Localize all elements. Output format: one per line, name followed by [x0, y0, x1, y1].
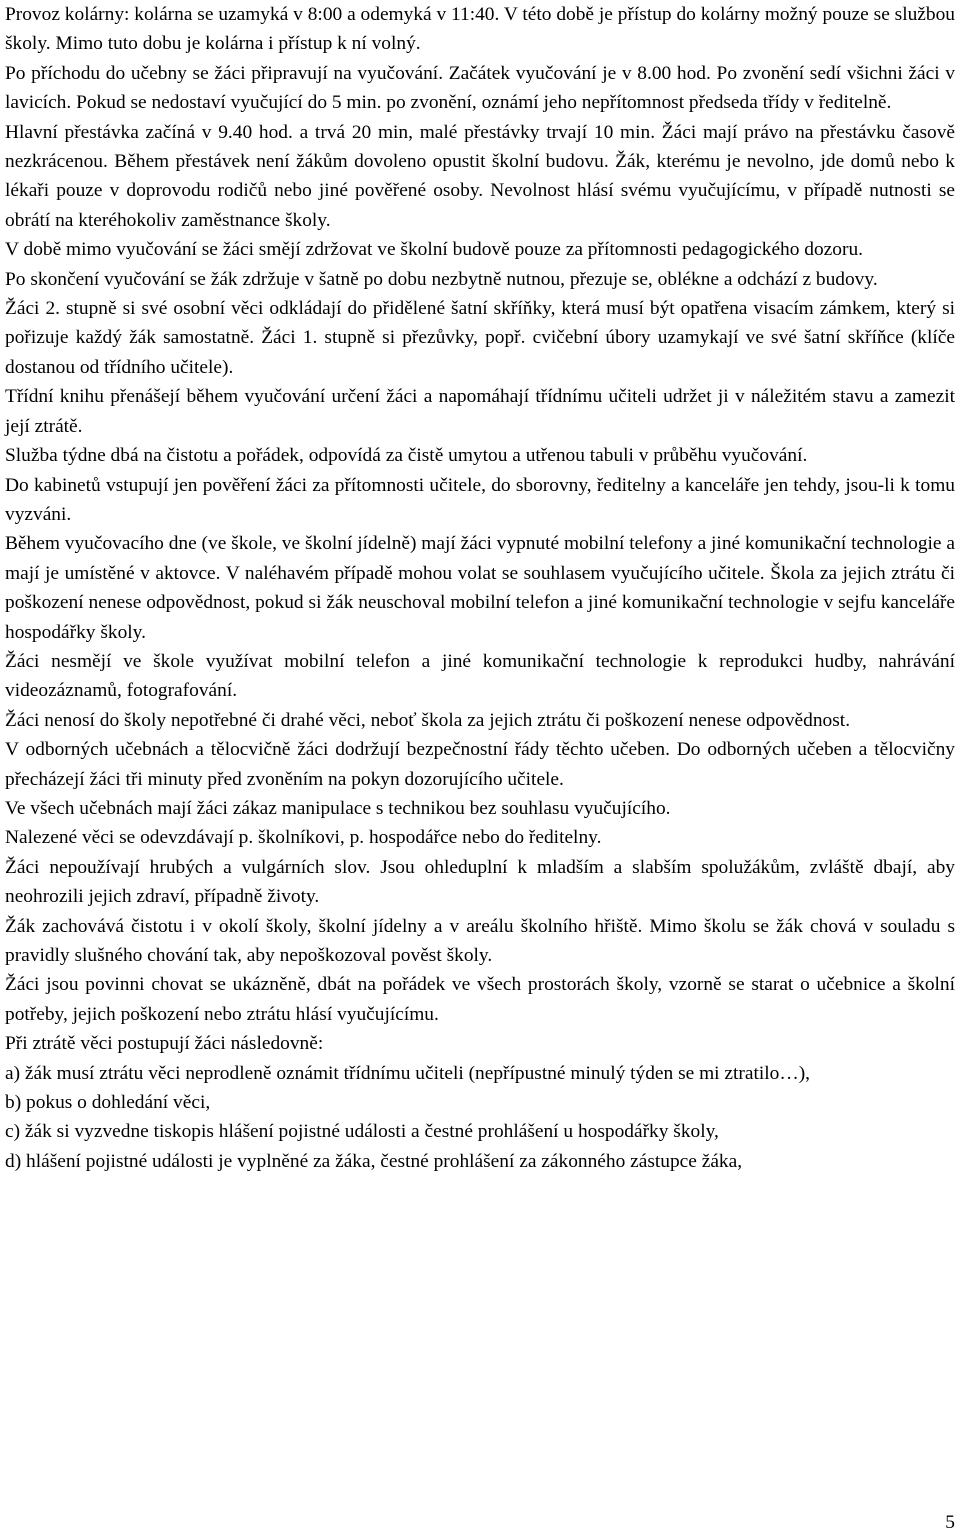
page-number: 5: [945, 1512, 955, 1533]
paragraph-breaks: Hlavní přestávka začíná v 9.40 hod. a trvá 20 min, malé přestávky trvají 10 min. Žáci mají právo na přestávku časově nezkrácenou. Během přestávek není žákům dovoleno opustit školní budovu. Žák, kterému je nevolno, jde domů nebo k lékaři pouze v doprovodu rodičů nebo jiné pověřené osoby. Nevolnost hlásí svému vyučujícímu, v případě nutnosti se obrátí na kteréhokoliv zaměstnance školy.: [5, 121, 955, 231]
paragraph-lost-and-found: Nalezené věci se odevzdávají p. školníkovi, p. hospodářce nebo do ředitelny.: [5, 827, 602, 849]
paragraph-cleanliness: Žák zachovává čistotu i v okolí školy, školní jídelny a v areálu školního hřiště. Mimo školu se žák chová v souladu s pravidly slušného chování tak, aby nepoškozoval pověst školy.: [5, 915, 955, 966]
paragraph-end-of-lessons: Po skončení vyučování se žák zdržuje v šatně po dobu nezbytně nutnou, přezuje se, oblékne a odchází z budovy.: [5, 268, 878, 290]
list-item-d: d) hlášení pojistné události je vyplněné za žáka, čestné prohlášení za zákonného zástupce žáka,: [5, 1150, 743, 1172]
paragraph-mobile-use-ban: Žáci nesmějí ve škole využívat mobilní telefon a jiné komunikační technologie k reprodukci hudby, nahrávání videozáznamů, fotografování.: [5, 650, 955, 702]
paragraph-loss-procedure: Při ztrátě věci postupují žáci následovně:: [5, 1033, 324, 1055]
paragraph-discipline: Žáci jsou povinni chovat se ukázněně, dbát na pořádek ve všech prostorách školy, vzorně se starat o učebnice a školní potřeby, jejich poškození nebo ztrátu hlásí vyučujícímu.: [5, 974, 955, 1025]
paragraph-class-book: Třídní knihu přenášejí během vyučování určení žáci a napomáhají třídnímu učiteli udržet ji v náležitém stavu a zamezit její ztrátě.: [5, 386, 955, 437]
list-item-b: b) pokus o dohledání věci,: [5, 1092, 211, 1114]
list-item-a: a) žák musí ztrátu věci neprodleně oznámit třídnímu učiteli (nepřípustné minulý týden se mi ztratilo…),: [5, 1062, 811, 1084]
paragraph-lockers: Žáci 2. stupně si své osobní věci odkládají do přidělené šatní skříňky, která musí být opatřena visacím zámkem, který si pořizuje každý žák samostatně. Žáci 1. stupně si přezůvky, popř. cvičební úbory uzamykají ve své šatní skříňce (klíče dostanou od třídního učitele).: [5, 298, 955, 378]
document-page: [5, 0, 955, 1176]
paragraph-lesson-start: Po příchodu do učebny se žáci připravují na vyučování. Začátek vyučování je v 8.00 hod. Po zvonění sedí všichni žáci v lavicích. Pokud se nedostaví vyučující do 5 min. po zvonění, oznámí jeho nepřítomnost předseda třídy v ředitelně.: [5, 62, 955, 114]
paragraph-weekly-duty: Služba týdne dbá na čistotu a pořádek, odpovídá za čistě umytou a utřenou tabuli v průběhu vyučování.: [5, 445, 808, 467]
paragraph-bike-room: Provoz kolárny: kolárna se uzamyká v 8:00 a odemyká v 11:40. V této době je přístup do kolárny možný pouze se službou školy. Mimo tuto dobu je kolárna i přístup k ní volný.: [5, 4, 955, 55]
paragraph-language: Žáci nepoužívají hrubých a vulgárních slov. Jsou ohleduplní k mladším a slabším spolužákům, zvláště dbají, aby neohrozili jejich zdraví, případně životy.: [5, 856, 955, 908]
paragraph-cabinets: Do kabinetů vstupují jen pověření žáci za přítomnosti učitele, do sborovny, ředitelny a kanceláře jen tehdy, jsou-li k tomu vyzváni.: [5, 474, 955, 525]
paragraph-mobile-phones: Během vyučovacího dne (ve škole, ve školní jídelně) mají žáci vypnuté mobilní telefony a jiné komunikační technologie a mají je umístěné v aktovce. V naléhavém případě mohou volat se souhlasem vyučujícího učitele. Škola za jejich ztrátu či poškození nenese odpovědnost, pokud si žák neuschoval mobilní telefon a jiné komunikační technologie v sejfu kanceláře hospodářky školy.: [5, 533, 955, 643]
paragraph-special-rooms: V odborných učebnách a tělocvičně žáci dodržují bezpečnostní řády těchto učeben. Do odborných učeben a tělocvičny přecházejí žáci tři minuty před zvoněním na pokyn dozorujícího učitele.: [5, 739, 955, 790]
list-item-c: c) žák si vyzvedne tiskopis hlášení pojistné události a čestné prohlášení u hospodářky školy,: [5, 1121, 719, 1143]
paragraph-technology-ban: Ve všech učebnách mají žáci zákaz manipulace s technikou bez souhlasu vyučujícího.: [5, 797, 671, 819]
paragraph-valuables: Žáci nenosí do školy nepotřebné či drahé věci, neboť škola za jejich ztrátu či poškození nenese odpovědnost.: [5, 709, 851, 731]
paragraph-after-hours: V době mimo vyučování se žáci smějí zdržovat ve školní budově pouze za přítomnosti pedagogického dozoru.: [5, 239, 863, 261]
